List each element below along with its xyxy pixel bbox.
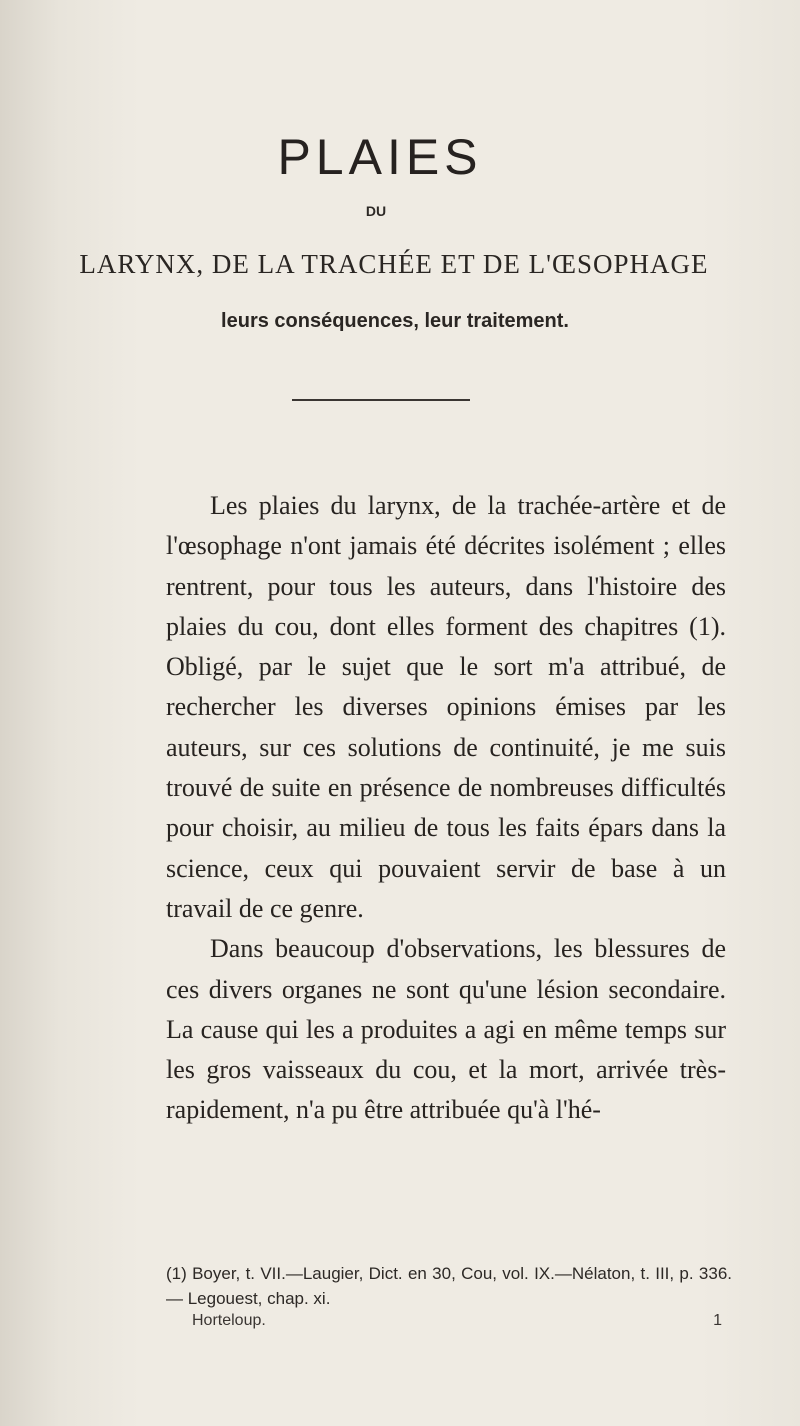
page-subtitle: LARYNX, DE LA TRACHÉE ET DE L'ŒSOPHAGE bbox=[79, 249, 709, 279]
page-tagline: leurs conséquences, leur traitement. bbox=[221, 310, 569, 332]
section-divider bbox=[292, 399, 470, 401]
page-title: PLAIES bbox=[277, 129, 483, 185]
page-footer bbox=[192, 1312, 722, 1330]
paragraph: Les plaies du larynx, de la trachée-artère et de l'œsophage n'ont jamais été décrites isolément ; elles rentrent, pour tous les auteurs, dans l'histoire des plaies du cou, dont elles forment des chapitres (1). Obligé, par le sujet que le sort m'a attribué, de rechercher les diverses opinions émises par les auteurs, sur ces solutions de continuité, je me suis trouvé de suite en présence de nombreuses difficultés pour choisir, au milieu de tous les faits épars dans la science, ceux qui pouvaient servir de base à un travail de ce genre. bbox=[166, 491, 726, 923]
footer-author: Horteloup. bbox=[192, 1312, 266, 1329]
footnote: (1) Boyer, t. VII.—Laugier, Dict. en 30, Cou, vol. IX.—Nélaton, t. III, p. 336. — Legouest, chap. xi. bbox=[166, 1264, 732, 1308]
signature-mark: 1 bbox=[713, 1312, 722, 1329]
body-text bbox=[166, 486, 726, 1131]
paragraph: Dans beaucoup d'observations, les blessures de ces divers organes ne sont qu'une lésion secondaire. La cause qui les a produites a agi en même temps sur les gros vaisseaux du cou, et la mort, arrivée très-rapidement, n'a pu être attribuée qu'à l'hé- bbox=[166, 934, 726, 1125]
title-connector: DU bbox=[365, 203, 387, 219]
